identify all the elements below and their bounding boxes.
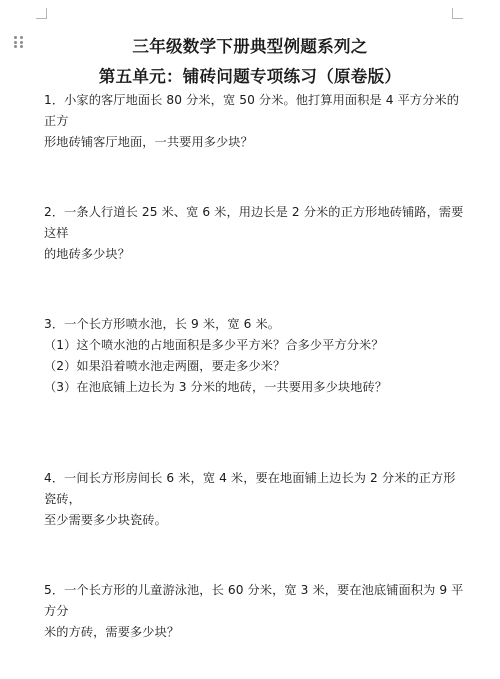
question-1 — [44, 90, 464, 153]
question-3 — [44, 314, 464, 398]
document-title-line-1: 三年级数学下册典型例题系列之 — [132, 37, 368, 56]
question-line: 4．一间长方形房间长 6 米，宽 4 米，要在地面铺上边长为 2 分米的正方形瓷砖， — [44, 471, 456, 506]
question-line: 的地砖多少块？ — [44, 247, 131, 261]
question-line: 形地砖铺客厅地面，一共要用多少块？ — [44, 135, 253, 149]
sub-question-2: （2）如果沿着喷水池走两圈，要走多少米？ — [44, 359, 286, 373]
question-4 — [44, 468, 464, 531]
question-line: 至少需要多少块瓷砖。 — [44, 513, 167, 527]
page-margin-corner-top-left — [36, 8, 47, 19]
question-line: 5．一个长方形的儿童游泳池，长 60 分米，宽 3 米，要在池底铺面积为 9 平方分 — [44, 583, 464, 618]
sub-question-3: （3）在池底铺上边长为 3 分米的地砖，一共要用多少块地砖？ — [44, 380, 388, 394]
question-5 — [44, 580, 464, 643]
question-line: 2．一条人行道长 25 米、宽 6 米，用边长是 2 分米的正方形地砖铺路，需要这样 — [44, 205, 464, 240]
question-line: 3．一个长方形喷水池，长 9 米，宽 6 米。 — [44, 317, 281, 331]
document-title-line-2: 第五单元：铺砖问题专项练习（原卷版） — [98, 67, 402, 86]
question-line: 米的方砖，需要多少块？ — [44, 625, 180, 639]
question-line: 1．小家的客厅地面长 80 分米，宽 50 分米。他打算用面积是 4 平方分米的正方 — [44, 93, 460, 128]
page-margin-corner-top-right — [452, 8, 463, 19]
sub-question-1: （1）这个喷水池的占地面积是多少平方米？合多少平方分米？ — [44, 338, 384, 352]
question-2 — [44, 202, 464, 265]
